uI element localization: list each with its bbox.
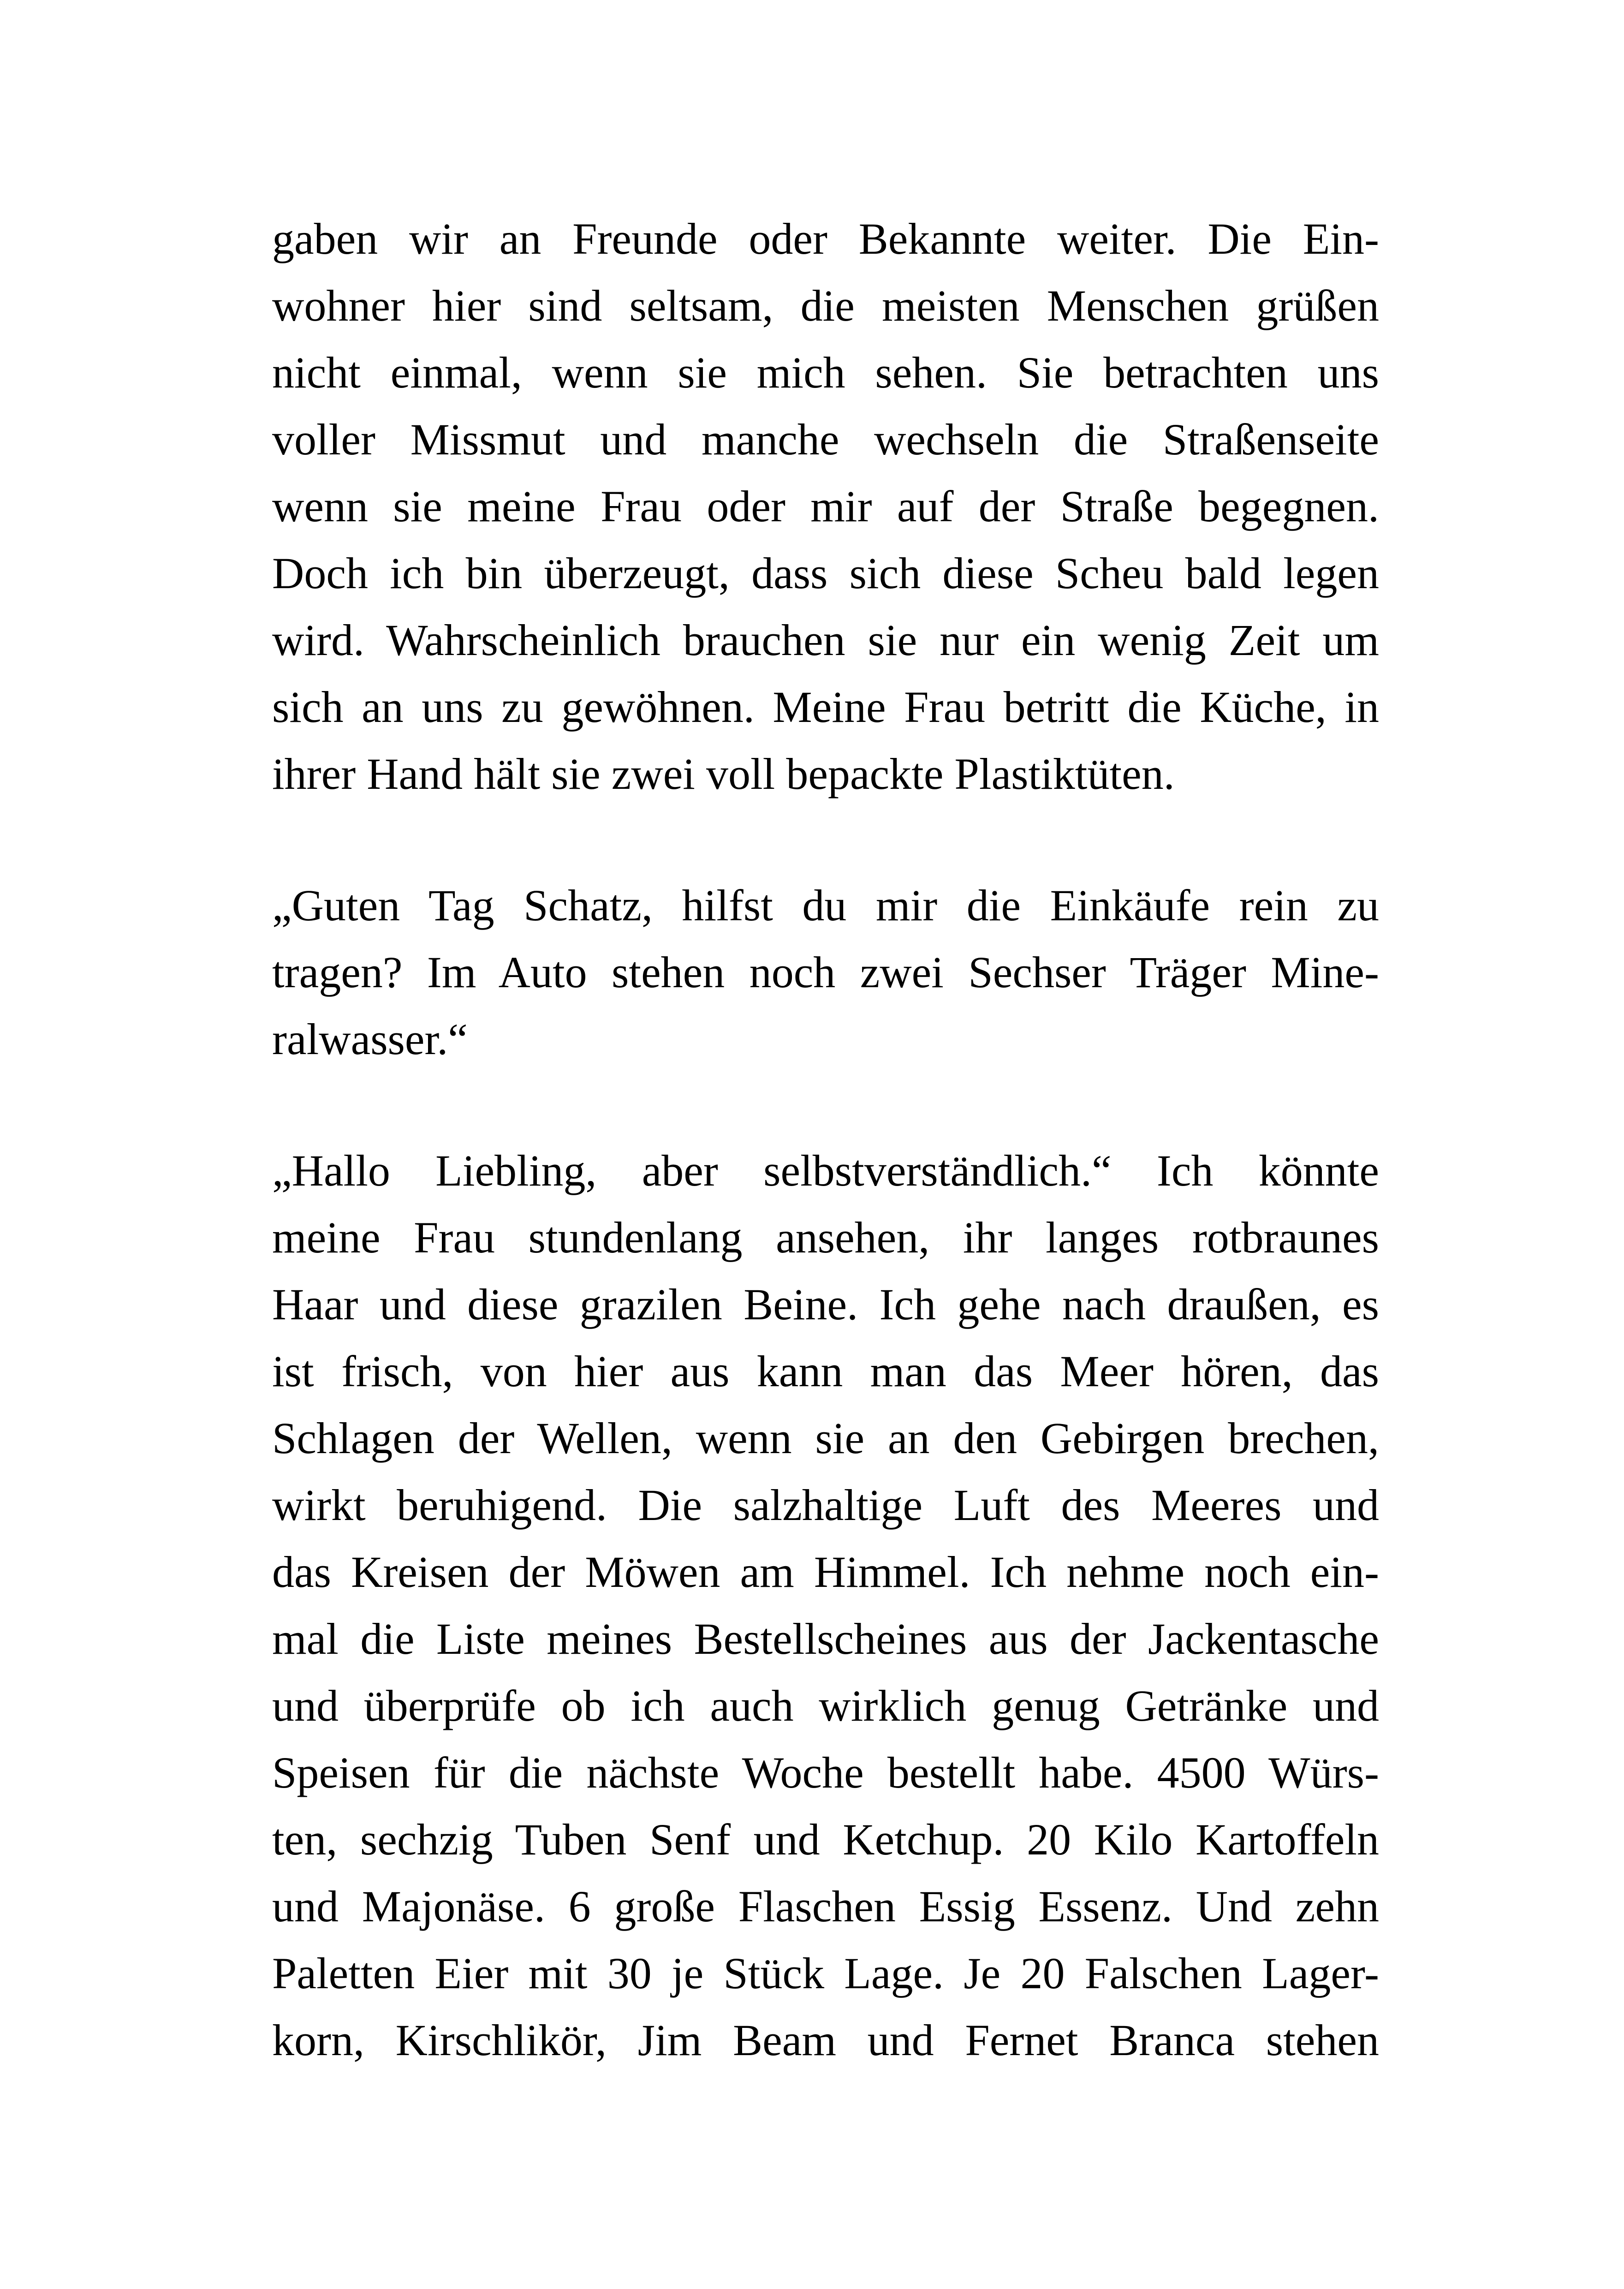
text-line: Speisen für die nächste Woche bestellt habe. 4500 Würs- bbox=[272, 1748, 1379, 1797]
text-line: nicht einmal, wenn sie mich sehen. Sie betrachten uns bbox=[272, 348, 1379, 397]
text-line: Paletten Eier mit 30 je Stück Lage. Je 20 Falschen Lager- bbox=[272, 1949, 1379, 1998]
paragraph bbox=[272, 872, 1379, 1073]
text-line: wenn sie meine Frau oder mir auf der Straße begegnen. bbox=[272, 482, 1379, 531]
text-line: Doch ich bin überzeugt, dass sich diese Scheu bald legen bbox=[272, 548, 1379, 598]
text-line: wird. Wahrscheinlich brauchen sie nur ein wenig Zeit um bbox=[272, 615, 1379, 665]
text-line: tragen? Im Auto stehen noch zwei Sechser Träger Mine- bbox=[272, 948, 1379, 997]
paragraph bbox=[272, 1137, 1379, 2074]
text-line: ralwasser.“ bbox=[272, 1014, 468, 1064]
text-line: sich an uns zu gewöhnen. Meine Frau betritt die Küche, in bbox=[272, 682, 1379, 732]
text-line: ten, sechzig Tuben Senf und Ketchup. 20 Kilo Kartoffeln bbox=[272, 1815, 1379, 1864]
text-line: und überprüfe ob ich auch wirklich genug Getränke und bbox=[272, 1681, 1379, 1730]
text-line: wirkt beruhigend. Die salzhaltige Luft des Meeres und bbox=[272, 1480, 1379, 1530]
text-line: und Majonäse. 6 große Flaschen Essig Essenz. Und zehn bbox=[272, 1882, 1379, 1931]
paragraph bbox=[272, 205, 1379, 807]
text-line: ihrer Hand hält sie zwei voll bepackte Plastiktüten. bbox=[272, 749, 1175, 799]
text-line: voller Missmut und manche wechseln die Straßenseite bbox=[272, 415, 1379, 464]
text-line: mal die Liste meines Bestellscheines aus der Jackentasche bbox=[272, 1614, 1379, 1663]
text-line: korn, Kirschlikör, Jim Beam und Fernet Branca stehen bbox=[272, 2015, 1379, 2065]
text-line: wohner hier sind seltsam, die meisten Menschen grüßen bbox=[272, 281, 1379, 330]
text-line: das Kreisen der Möwen am Himmel. Ich nehme noch ein- bbox=[272, 1547, 1379, 1597]
text-line: Haar und diese grazilen Beine. Ich gehe nach draußen, es bbox=[272, 1280, 1379, 1329]
text-line: „Guten Tag Schatz, hilfst du mir die Einkäufe rein zu bbox=[272, 881, 1379, 930]
text-line: gaben wir an Freunde oder Bekannte weiter. Die Ein- bbox=[272, 214, 1379, 263]
text-block bbox=[272, 205, 1379, 2074]
text-line: ist frisch, von hier aus kann man das Meer hören, das bbox=[272, 1347, 1379, 1396]
text-line: meine Frau stundenlang ansehen, ihr langes rotbraunes bbox=[272, 1213, 1379, 1262]
text-line: Schlagen der Wellen, wenn sie an den Gebirgen brechen, bbox=[272, 1413, 1379, 1463]
text-line: „Hallo Liebling, aber selbstverständlich.“ Ich könnte bbox=[272, 1146, 1379, 1195]
